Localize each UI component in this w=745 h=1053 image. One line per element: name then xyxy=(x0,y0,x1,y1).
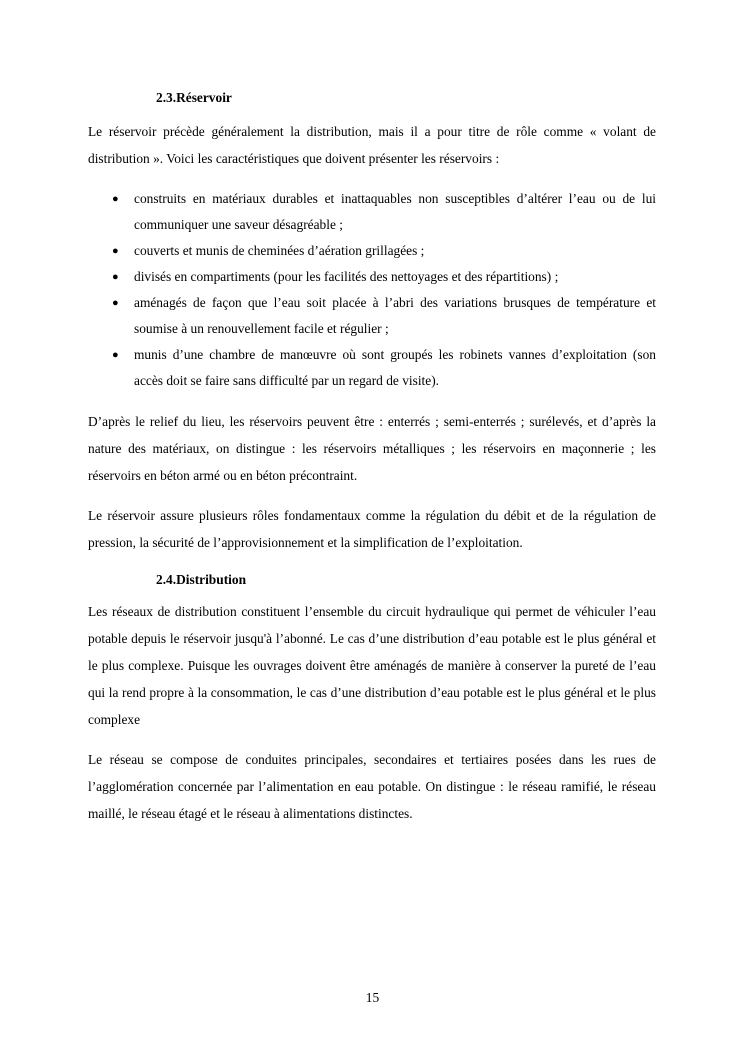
bullet-icon: ● xyxy=(112,271,119,283)
distribution-networks-paragraph: Les réseaux de distribution constituent l’ensemble du circuit hydraulique qui permet de véhiculer l’eau potable depuis le réservoir jusqu'à l’abonné. Le cas d’une distribution d’eau potable est le plus général et le plus complexe. Puisque les ouvrages doivent être aménagés de manière à conserver la pureté de l’eau qui la rend propre à la consommation, le cas d’une distribution d’eau potable est le plus général et le plus complexe xyxy=(88,604,656,727)
list-item-text: munis d’une chambre de manœuvre où sont groupés les robinets vannes d’exploitation (son accès doit se faire sans difficulté par un regard de visite). xyxy=(134,347,656,388)
reservoir-intro-paragraph: Le réservoir précède généralement la distribution, mais il a pour titre de rôle comme « volant de distribution ». Voici les caractéristiques que doivent présenter les réservoirs : xyxy=(88,124,656,166)
list-item xyxy=(88,238,656,264)
document-page xyxy=(88,88,656,827)
list-item-text: couverts et munis de cheminées d’aération grillagées ; xyxy=(134,243,425,258)
list-item-text: aménagés de façon que l’eau soit placée à l’abri des variations brusques de température et soumise à un renouvellement facile et régulier ; xyxy=(134,295,656,336)
reservoir-types-paragraph: D’après le relief du lieu, les réservoirs peuvent être : enterrés ; semi-enterrés ; surélevés, et d’après la nature des matériaux, on distingue : les réservoirs métalliques ; les réservoirs en maçonnerie ; les réservoirs en béton armé ou en béton précontraint. xyxy=(88,414,656,483)
list-item xyxy=(88,342,656,394)
bullet-icon: ● xyxy=(112,245,119,257)
section-heading-reservoir: 2.3.Réservoir xyxy=(156,90,232,105)
list-item xyxy=(88,186,656,238)
distribution-composition-paragraph: Le réseau se compose de conduites principales, secondaires et tertiaires posées dans les rues de l’agglomération concernée par l’alimentation en eau potable. On distingue : le réseau ramifié, le réseau maillé, le réseau étagé et le réseau à alimentations distinctes. xyxy=(88,752,656,821)
page-number: 15 xyxy=(365,990,380,1005)
list-item-text: construits en matériaux durables et inattaquables non susceptibles d’altérer l’eau ou de lui communiquer une saveur désagréable ; xyxy=(134,191,656,232)
list-item xyxy=(88,264,656,290)
bullet-icon: ● xyxy=(112,193,119,205)
list-item-text: divisés en compartiments (pour les facilités des nettoyages et des répartitions) ; xyxy=(134,269,559,284)
section-heading-distribution: 2.4.Distribution xyxy=(156,572,247,587)
list-item xyxy=(88,290,656,342)
bullet-icon: ● xyxy=(112,297,119,309)
reservoir-characteristics-list xyxy=(88,186,656,394)
bullet-icon: ● xyxy=(112,349,119,361)
reservoir-roles-paragraph: Le réservoir assure plusieurs rôles fondamentaux comme la régulation du débit et de la régulation de pression, la sécurité de l’approvisionnement et la simplification de l’exploitation. xyxy=(88,508,656,550)
